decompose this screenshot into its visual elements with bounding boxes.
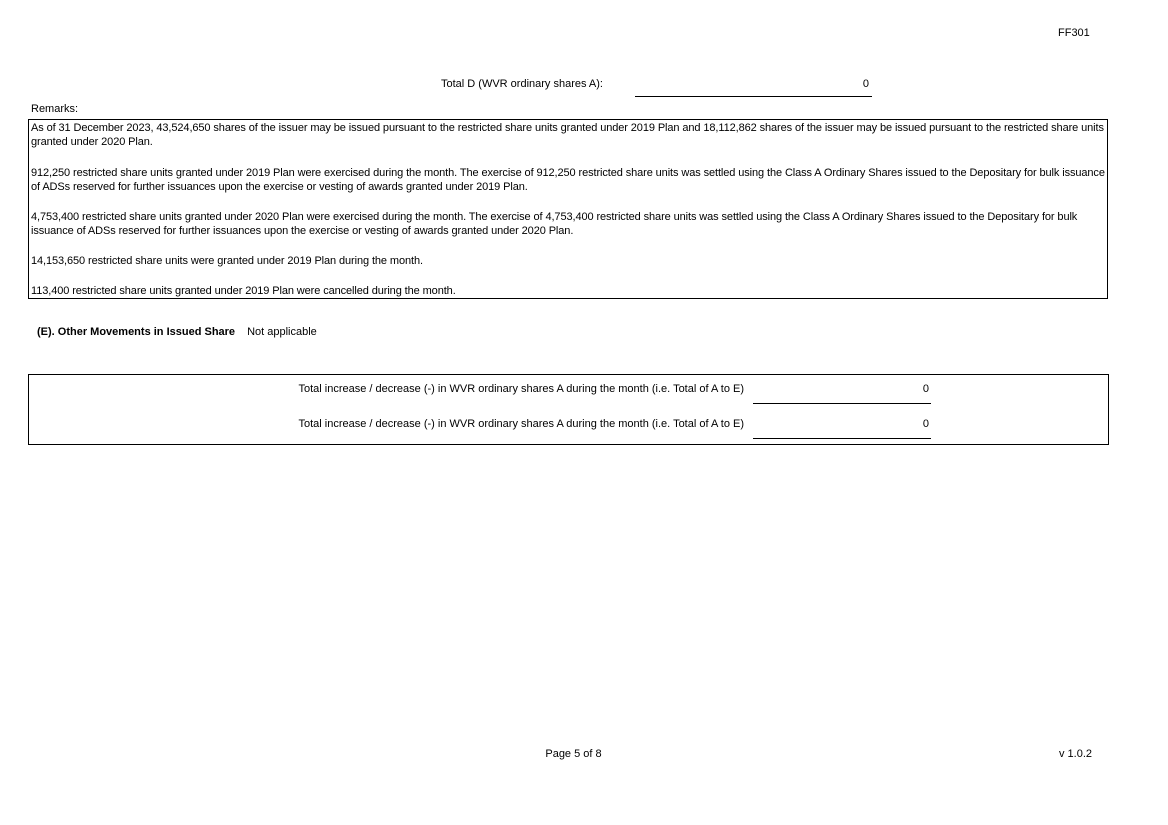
section-e-value: Not applicable — [247, 326, 317, 338]
total-row — [29, 383, 1108, 405]
remark-item: 113,400 restricted share units granted under 2019 Plan were cancelled during the month. — [31, 285, 456, 297]
total-row-label: Total increase / decrease (-) in WVR ordinary shares A during the month (i.e. Total of A to E) — [298, 418, 744, 430]
remark-item: 14,153,650 restricted share units were granted under 2019 Plan during the month. — [31, 255, 423, 267]
total-row-underline — [753, 438, 931, 439]
total-row-value: 0 — [922, 418, 929, 430]
total-d-underline — [635, 96, 872, 97]
total-row — [29, 418, 1108, 440]
total-row-label: Total increase / decrease (-) in WVR ordinary shares A during the month (i.e. Total of A to E) — [298, 383, 744, 395]
total-row-underline — [753, 403, 931, 404]
total-d-value: 0 — [862, 78, 869, 90]
version-label: v 1.0.2 — [1059, 748, 1093, 760]
section-e — [37, 326, 317, 338]
total-d-row — [0, 78, 1168, 98]
form-code: FF301 — [1058, 27, 1090, 39]
remarks-label: Remarks: — [31, 103, 79, 115]
section-e-title: (E). Other Movements in Issued Share — [37, 326, 236, 338]
totals-box — [28, 374, 1109, 445]
remark-item: 912,250 restricted share units granted under 2019 Plan were exercised during the month. The exercise of 912,250 restricted share units was settled using the Class A Ordinary Shares issued to the Depositary for bulk issuance of ADSs reserved for further issuances upon the exercise or vesting of awards granted under 2019 Plan. — [31, 167, 1105, 193]
page-number: Page 5 of 8 — [545, 748, 602, 760]
total-d-label: Total D (WVR ordinary shares A): — [441, 78, 603, 90]
total-row-value: 0 — [922, 383, 929, 395]
remark-item: 4,753,400 restricted share units granted under 2020 Plan were exercised during the month. The exercise of 4,753,400 restricted share units was settled using the Class A Ordinary Shares issued to the Depositary for bulk issuance of ADSs reserved for further issuances upon the exercise or vesting of awards granted under 2020 Plan. — [31, 211, 1078, 237]
remark-item: As of 31 December 2023, 43,524,650 shares of the issuer may be issued pursuant to the restricted share units granted under 2019 Plan and 18,112,862 shares of the issuer may be issued pursuant to the restricted share units granted under 2020 Plan. — [31, 122, 1104, 148]
remarks-box — [28, 119, 1108, 299]
